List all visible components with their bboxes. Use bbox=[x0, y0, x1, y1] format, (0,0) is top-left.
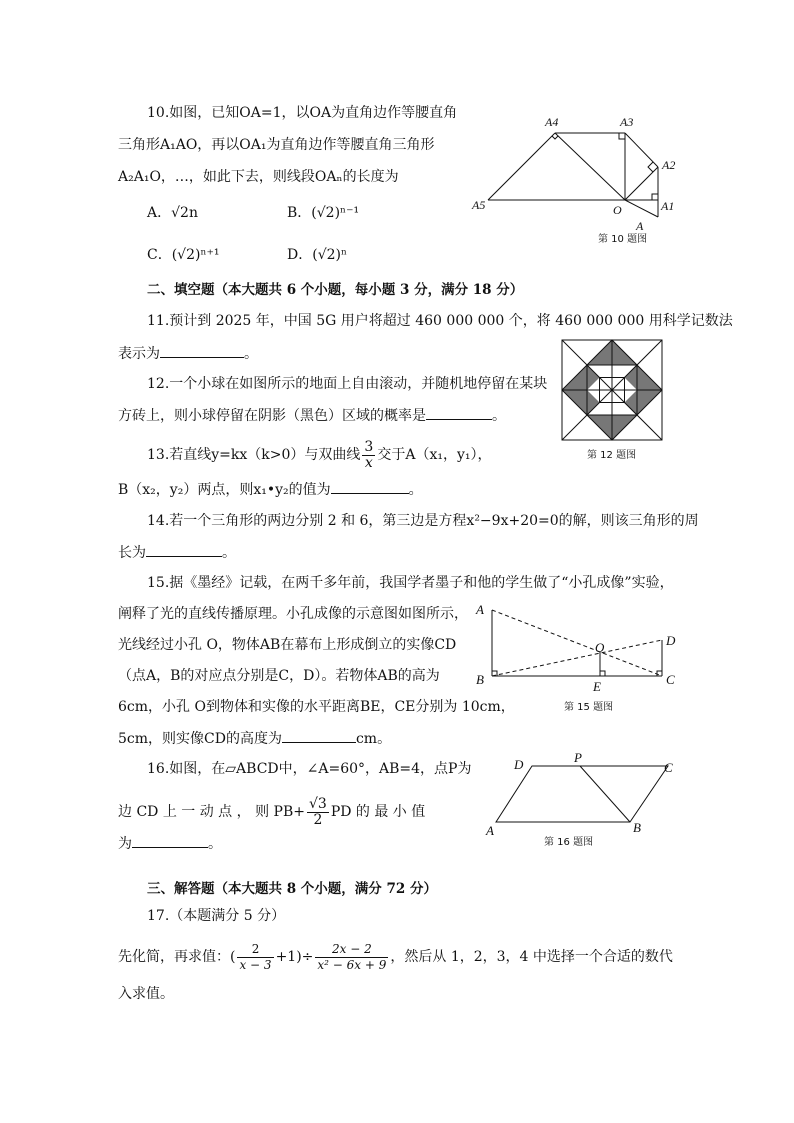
q12-answer-blank[interactable] bbox=[426, 405, 492, 420]
q15-figure bbox=[472, 600, 684, 715]
q17-line2: 入求值。 bbox=[118, 986, 174, 1002]
q13-fraction bbox=[362, 440, 375, 471]
q15-ray-b-d bbox=[492, 640, 662, 676]
q10-figure bbox=[468, 112, 688, 247]
q16-fraction bbox=[307, 797, 329, 828]
q10-line2: 三角形A₁AO，再以OA₁为直角边作等腰直角三角形 bbox=[118, 137, 435, 153]
q16-fraction-denominator: 2 bbox=[313, 812, 323, 828]
q10-label-o: O bbox=[613, 203, 622, 217]
q17-text-b: ，然后从 1，2，3，4 中选择一个合适的数代 bbox=[390, 949, 673, 965]
q10-label-a4: A4 bbox=[545, 115, 559, 129]
q10-label-a3: A3 bbox=[620, 115, 634, 129]
q12-end: 。 bbox=[492, 408, 506, 424]
q16-figure-caption: 第 16 题图 bbox=[544, 837, 594, 848]
q12-text: 方砖上，则小球停留在阴影（黑色）区域的概率是 bbox=[118, 408, 426, 424]
q15-label-b: B bbox=[476, 672, 484, 687]
q16-label-b: B bbox=[633, 820, 641, 835]
q11-end: 。 bbox=[244, 346, 258, 362]
q17-line1 bbox=[118, 942, 673, 973]
q17-fraction-1-numerator: 2 bbox=[237, 942, 273, 958]
option-c-value: (√2)ⁿ⁺¹ bbox=[171, 247, 220, 263]
q10-line3: A₂A₁O，…，如此下去，则线段OAₙ的长度为 bbox=[118, 169, 399, 185]
q10-right-angle-a3 bbox=[619, 133, 625, 139]
q17-text-a: 先化简，再求值：( bbox=[118, 949, 236, 965]
q14-line2 bbox=[118, 542, 236, 563]
q10-label-a2: A2 bbox=[662, 158, 676, 172]
q15-line5: 6cm，小孔 O到物体和实像的水平距离BE，CE分别为 10cm， bbox=[118, 699, 515, 715]
q15-ray-a-c bbox=[492, 610, 662, 676]
q10-line-o-a bbox=[625, 200, 658, 217]
q13-text-a: 13.若直线y=kx（k>0）与双曲线 bbox=[147, 447, 361, 463]
option-a-value: √2n bbox=[171, 205, 198, 221]
q15-label-o: O bbox=[595, 640, 605, 655]
q15-text: 5cm，则实像CD的高度为 bbox=[118, 731, 282, 747]
q10-label-a5: A5 bbox=[472, 198, 486, 212]
q15-label-d: D bbox=[666, 633, 676, 648]
q16-answer-blank[interactable] bbox=[132, 833, 208, 848]
q13-end: 。 bbox=[408, 482, 423, 498]
q15-line4: （点A，B的对应点分别是C，D）。若物体AB的高为 bbox=[118, 668, 440, 684]
q10-option-b bbox=[287, 203, 359, 223]
q13-fraction-numerator: 3 bbox=[364, 439, 374, 455]
q10-line1: 10.如图，已知OA=1，以OA为直角边作等腰直角 bbox=[147, 105, 458, 121]
q16-text-a: 边 CD 上 一 动 点 ， 则 PB+ bbox=[118, 804, 305, 820]
option-d-value: (√2)ⁿ bbox=[312, 247, 348, 263]
q15-label-a: A bbox=[476, 602, 484, 617]
q17-fraction-2-denominator: x² − 6x + 9 bbox=[317, 958, 387, 972]
q10-option-c bbox=[147, 245, 220, 265]
section2-title: 二、填空题（本大题共 6 个小题，每小题 3 分，满分 18 分） bbox=[147, 282, 524, 298]
q17-fraction-1 bbox=[237, 942, 273, 973]
q13-line1 bbox=[147, 440, 491, 471]
q15-line2: 阐释了光的直线传播原理。小孔成像的示意图如图所示， bbox=[118, 606, 468, 622]
q10-label-a: A bbox=[636, 219, 644, 233]
q16-line2 bbox=[118, 797, 425, 828]
q13-answer-blank[interactable] bbox=[331, 479, 409, 494]
q15-line6 bbox=[118, 728, 391, 749]
q16-label-a: A bbox=[486, 823, 494, 838]
q16-figure bbox=[480, 752, 680, 852]
q10-line-a4-o bbox=[555, 133, 625, 200]
q11-answer-blank[interactable] bbox=[160, 343, 244, 358]
option-d-label: D． bbox=[287, 247, 313, 263]
q10-option-a bbox=[147, 203, 198, 223]
q16-line3 bbox=[118, 833, 222, 854]
q10-figure-caption: 第 10 题图 bbox=[598, 234, 648, 245]
q16-segment-pb bbox=[580, 766, 630, 822]
q17-fraction-1-denominator: x − 3 bbox=[239, 958, 272, 972]
q15-right-angle-c bbox=[657, 671, 662, 676]
q15-label-e: E bbox=[593, 679, 601, 694]
q15-figure-caption: 第 15 题图 bbox=[564, 702, 614, 713]
q10-right-angle-a2 bbox=[648, 162, 653, 172]
q14-answer-blank[interactable] bbox=[146, 542, 222, 557]
option-c-label: C． bbox=[147, 247, 172, 263]
q17-head: 17.（本题满分 5 分） bbox=[147, 908, 286, 924]
q13-text-c: B（x₂，y₂）两点，则x₁•y₂的值为 bbox=[118, 482, 331, 498]
option-b-label: B． bbox=[287, 205, 312, 221]
q16-label-c: C bbox=[664, 760, 673, 775]
option-b-value: (√2)ⁿ⁻¹ bbox=[311, 205, 360, 221]
q10-right-angle-a4 bbox=[552, 136, 558, 139]
option-a-label: A． bbox=[147, 205, 172, 221]
q11-line1: 11.预计到 2025 年，中国 5G 用户将超过 460 000 000 个，将 460 000 000 用科学记数法 bbox=[147, 313, 733, 329]
q16-text-b: PD 的 最 小 值 bbox=[330, 804, 426, 820]
q12-line2 bbox=[118, 405, 506, 426]
q11-line2 bbox=[118, 343, 258, 364]
q12-figure-caption: 第 12 题图 bbox=[587, 450, 637, 461]
q14-end: 。 bbox=[222, 545, 236, 561]
q16-end: 。 bbox=[208, 836, 222, 852]
q11-text: 表示为 bbox=[118, 346, 160, 362]
q14-text: 长为 bbox=[118, 545, 146, 561]
q12-figure bbox=[560, 338, 664, 464]
q17-plus: +1)÷ bbox=[275, 949, 314, 965]
q10-label-a1: A1 bbox=[661, 199, 675, 213]
q17-fraction-2-numerator: 2x − 2 bbox=[315, 942, 388, 958]
q15-line3: 光线经过小孔 O，物体AB在幕布上形成倒立的实像CD bbox=[118, 637, 457, 653]
q15-end: cm。 bbox=[355, 731, 392, 747]
q15-answer-blank[interactable] bbox=[282, 728, 356, 743]
q10-line-a5-a4 bbox=[488, 133, 555, 200]
q15-right-angle-e bbox=[600, 671, 605, 676]
q16-label-p: P bbox=[574, 752, 582, 765]
q15-line1: 15.据《墨经》记载，在两千多年前，我国学者墨子和他的学生做了“小孔成像”实验， bbox=[147, 575, 674, 591]
q16-label-d: D bbox=[514, 757, 524, 772]
q16-fraction-numerator: √3 bbox=[308, 796, 327, 812]
q10-right-angle-a1 bbox=[652, 194, 658, 200]
section3-title: 三、解答题（本大题共 8 个小题，满分 72 分） bbox=[147, 881, 437, 897]
q12-line1: 12.一个小球在如图所示的地面上自由滚动，并随机地停留在某块 bbox=[147, 376, 548, 392]
q16-parallelogram-abcd bbox=[496, 766, 668, 822]
q14-line1: 14.若一个三角形的两边分别 2 和 6，第三边是方程x²−9x+20=0的解，则该三角形的周 bbox=[147, 513, 699, 529]
q10-line-a3-a2 bbox=[625, 133, 658, 167]
q15-label-c: C bbox=[666, 672, 675, 687]
q13-text-b: 交于A（x₁，y₁）， bbox=[377, 447, 492, 463]
q17-fraction-2 bbox=[315, 942, 388, 973]
q10-option-d bbox=[287, 245, 347, 265]
q16-text-c: 为 bbox=[118, 836, 132, 852]
q13-line2 bbox=[118, 479, 423, 500]
q16-line1: 16.如图，在▱ABCD中，∠A=60°，AB=4，点P为 bbox=[147, 761, 472, 777]
q13-fraction-denominator: x bbox=[364, 455, 373, 471]
